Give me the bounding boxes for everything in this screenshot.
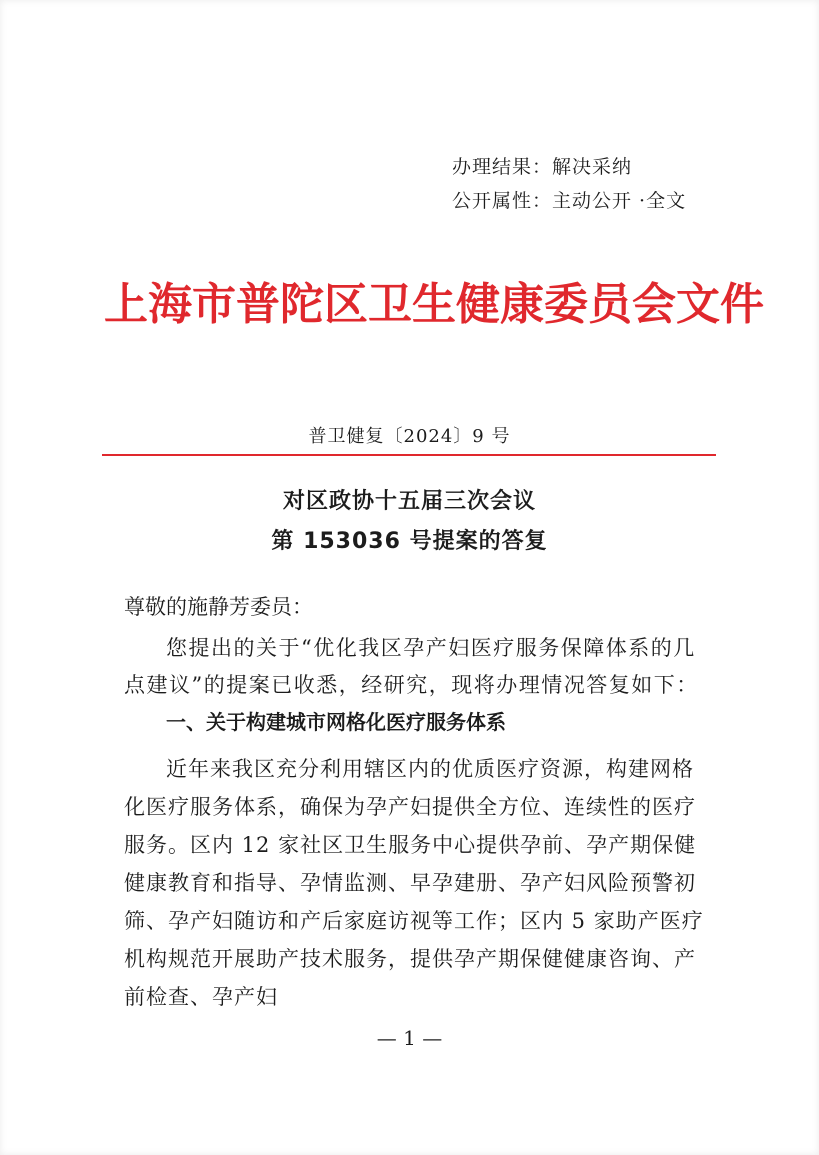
page-number: — 1 — bbox=[376, 1026, 443, 1050]
document-masthead: 上海市普陀区卫生健康委员会文件 bbox=[104, 279, 764, 330]
paragraph-section-1: 近年来我区充分利用辖区内的优质医疗资源，构建网格化医疗服务体系，确保为孕产妇提供全方位、连续性的医疗服务。区内 12 家社区卫生服务中心提供孕前、孕产期保健健康教育和指导、孕情监测、早孕建册、孕产妇风险预警初筛、孕产妇随访和产后家庭访视等工作；区内 5 家助产医疗机构规范开展助产技术服务，提供孕产期保健健康咨询、产前检查、孕产妇 bbox=[124, 757, 704, 1009]
red-separator-line bbox=[102, 454, 716, 456]
paragraph-intro: 您提出的关于“优化我区孕产妇医疗服务保障体系的几点建议”的提案已收悉，经研究，现将办理情况答复如下： bbox=[124, 636, 699, 697]
salutation: 尊敬的施静芳委员： bbox=[124, 595, 313, 619]
section-heading-1: 一、关于构建城市网格化医疗服务体系 bbox=[166, 710, 506, 734]
document-number: 普卫健复〔2024〕9 号 bbox=[308, 426, 511, 447]
handling-result: 办理结果：解决采纳 bbox=[452, 156, 633, 178]
public-attribute: 公开属性：主动公开 ·全文 bbox=[452, 190, 687, 212]
document-title-line-2: 第 153036 号提案的答复 bbox=[271, 529, 548, 554]
document-title-line-1: 对区政协十五届三次会议 bbox=[282, 489, 536, 514]
